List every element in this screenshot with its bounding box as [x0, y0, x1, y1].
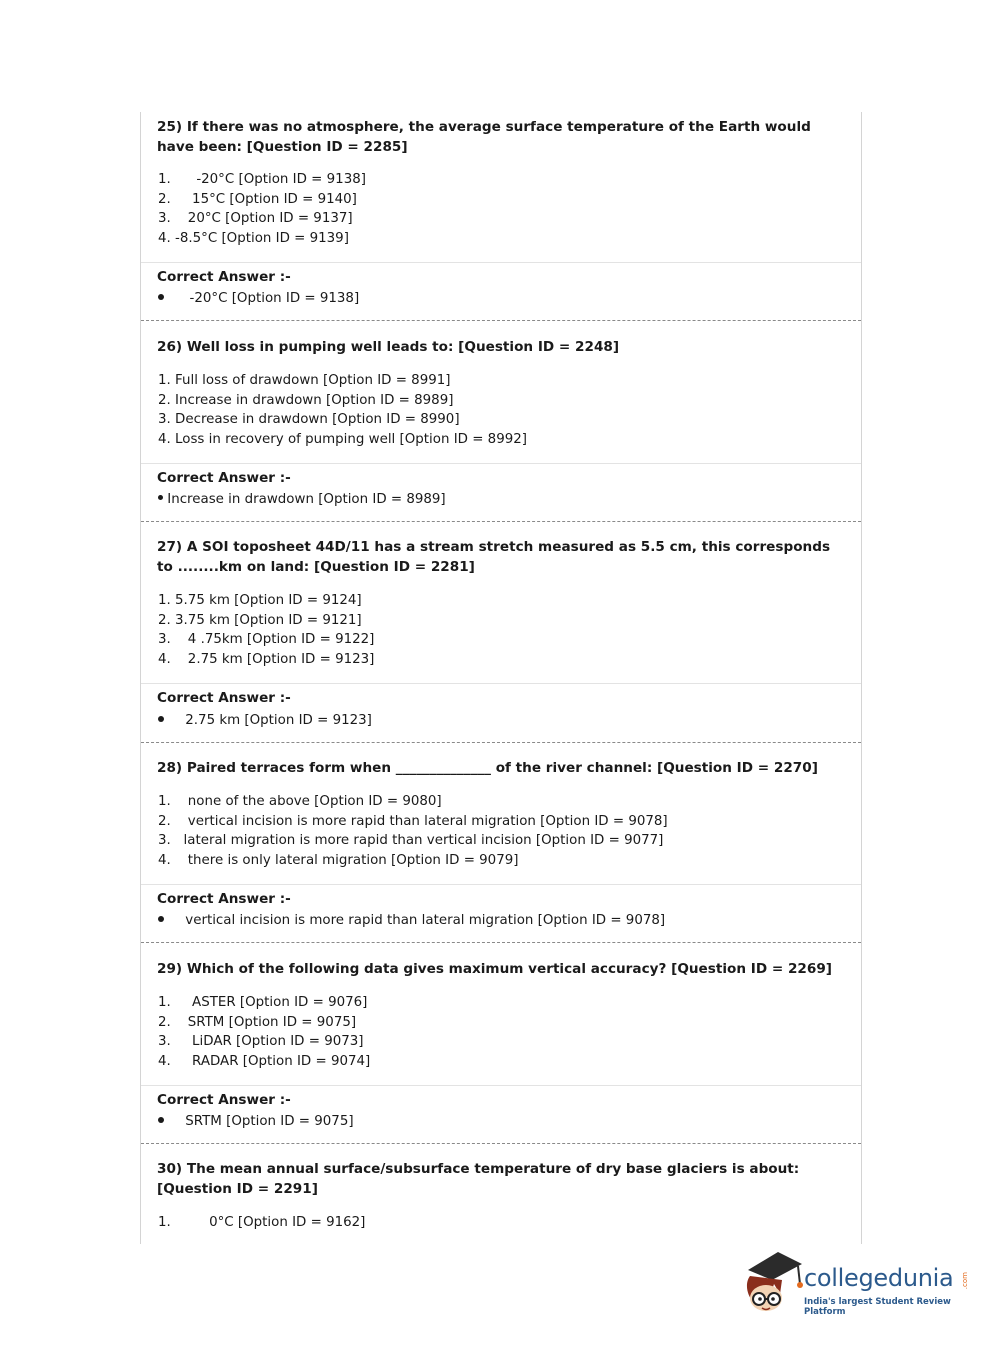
option: 4. 2.75 km [Option ID = 9123] [158, 651, 375, 667]
question-text: 25) If there was no atmosphere, the average surface temperature of the Earth would have been: [Question ID = 2285] [157, 119, 811, 155]
option: 2. 3.75 km [Option ID = 9121] [158, 612, 362, 628]
correct-answer-label: Correct Answer :- [157, 1092, 291, 1108]
question-text: 30) The mean annual surface/subsurface temperature of dry base glaciers is about: [Question ID = 2291] [157, 1161, 800, 1197]
option: 2. vertical incision is more rapid than lateral migration [Option ID = 9078] [158, 813, 668, 829]
question-separator [141, 320, 861, 321]
correct-answer: SRTM [Option ID = 9075] [157, 1114, 354, 1129]
mascot-icon [742, 1250, 804, 1316]
option: 1. -20°C [Option ID = 9138] [158, 172, 366, 187]
divider [141, 884, 861, 885]
option: 3. LiDAR [Option ID = 9073] [158, 1034, 364, 1049]
question-text: 28) Paired terraces form when ______________ of the river channel: [Question ID = 2270] [157, 760, 818, 776]
correct-answer-label: Correct Answer :- [157, 470, 291, 486]
question-text: 29) Which of the following data gives maximum vertical accuracy? [Question ID = 2269] [157, 961, 833, 977]
correct-answer: vertical incision is more rapid than lateral migration [Option ID = 9078] [157, 913, 665, 928]
correct-answer-label: Correct Answer :- [157, 690, 291, 706]
options-list [158, 591, 848, 669]
option: 2. Increase in drawdown [Option ID = 8989] [158, 392, 454, 408]
options-list [158, 792, 848, 870]
divider [141, 463, 861, 464]
question-sheet [140, 112, 862, 1244]
options-list [158, 170, 848, 248]
question-text: 26) Well loss in pumping well leads to: [Question ID = 2248] [157, 339, 620, 355]
option: 1. none of the above [Option ID = 9080] [158, 794, 442, 809]
option: 4. RADAR [Option ID = 9074] [158, 1053, 371, 1069]
brand-suffix: .com [961, 1272, 969, 1290]
question-separator [141, 942, 861, 943]
options-list [158, 993, 848, 1071]
question-separator [141, 521, 861, 522]
divider [141, 683, 861, 684]
divider [141, 262, 861, 263]
correct-answer-label: Correct Answer :- [157, 269, 291, 285]
divider [141, 1085, 861, 1086]
option: 4. -8.5°C [Option ID = 9139] [158, 230, 349, 246]
option: 2. 15°C [Option ID = 9140] [158, 191, 357, 207]
option: 3. lateral migration is more rapid than vertical incision [Option ID = 9077] [158, 833, 664, 848]
option: 4. Loss in recovery of pumping well [Option ID = 8992] [158, 431, 527, 447]
brand-name: collegedunia [804, 1264, 954, 1292]
correct-answer: 2.75 km [Option ID = 9123] [157, 713, 372, 728]
option: 1. Full loss of drawdown [Option ID = 8991] [158, 373, 451, 388]
correct-answer: Increase in drawdown [Option ID = 8989] [157, 492, 446, 507]
options-list [158, 371, 848, 449]
options-list [158, 1213, 848, 1233]
option: 2. SRTM [Option ID = 9075] [158, 1014, 357, 1030]
question-separator [141, 1143, 861, 1144]
brand-tagline: India's largest Student Review Platform [804, 1297, 951, 1317]
question-separator [141, 742, 861, 743]
option: 4. there is only lateral migration [Option ID = 9079] [158, 852, 519, 868]
option: 3. Decrease in drawdown [Option ID = 8990] [158, 412, 460, 427]
question-text: 27) A SOI toposheet 44D/11 has a stream stretch measured as 5.5 cm, this corresponds to ........km on land: [Question ID = 2281] [157, 539, 831, 575]
option: 1. 0°C [Option ID = 9162] [158, 1215, 366, 1230]
option: 3. 20°C [Option ID = 9137] [158, 211, 353, 226]
correct-answer-label: Correct Answer :- [157, 891, 291, 907]
option: 1. ASTER [Option ID = 9076] [158, 995, 368, 1010]
option: 3. 4 .75km [Option ID = 9122] [158, 632, 375, 647]
collegedunia-logo [742, 1248, 972, 1318]
correct-answer: -20°C [Option ID = 9138] [157, 291, 359, 306]
option: 1. 5.75 km [Option ID = 9124] [158, 593, 362, 608]
